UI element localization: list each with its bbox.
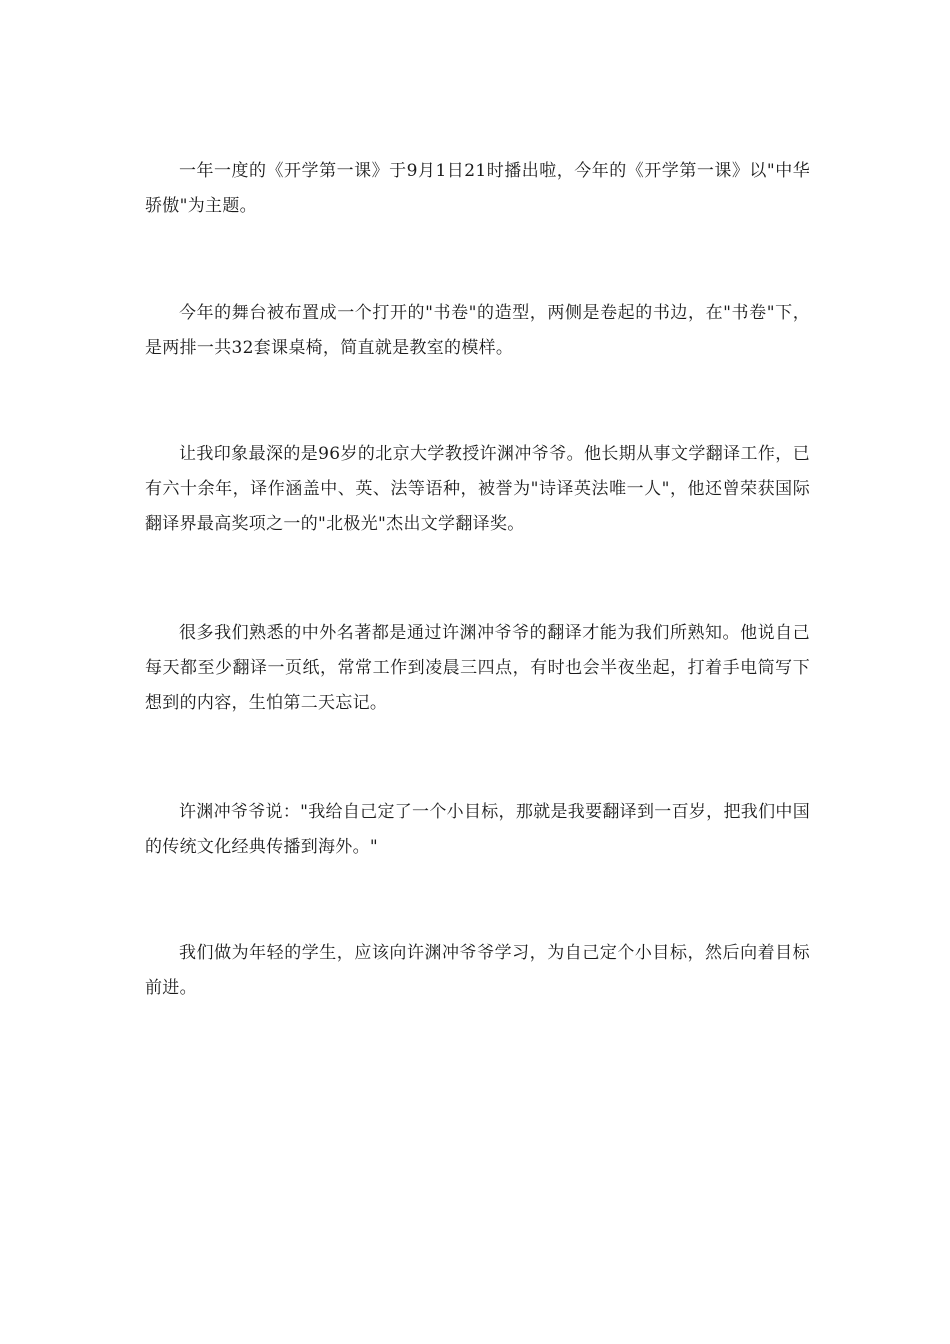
paragraph-2: 今年的舞台被布置成一个打开的"书卷"的造型，两侧是卷起的书边，在"书卷"下，是两排一共32套课桌椅，简直就是教室的模样。 <box>145 303 810 358</box>
paragraph-1: 一年一度的《开学第一课》于9月1日21时播出啦，今年的《开学第一课》以"中华骄傲"为主题。 <box>145 161 810 216</box>
paragraph-5: 许渊冲爷爷说："我给自己定了一个小目标，那就是我要翻译到一百岁，把我们中国的传统文化经典传播到海外。" <box>145 802 810 857</box>
paragraph-6: 我们做为年轻的学生，应该向许渊冲爷爷学习，为自己定个小目标，然后向着目标前进。 <box>145 943 810 998</box>
paragraph-4: 很多我们熟悉的中外名著都是通过许渊冲爷爷的翻译才能为我们所熟知。他说自己每天都至少翻译一页纸，常常工作到凌晨三四点，有时也会半夜坐起，打着手电筒写下想到的内容，生怕第二天忘记。 <box>145 623 810 713</box>
paragraph-3: 让我印象最深的是96岁的北京大学教授许渊冲爷爷。他长期从事文学翻译工作，已有六十余年，译作涵盖中、英、法等语种，被誉为"诗译英法唯一人"，他还曾荣获国际翻译界最高奖项之一的"北极光"杰出文学翻译奖。 <box>145 444 810 534</box>
